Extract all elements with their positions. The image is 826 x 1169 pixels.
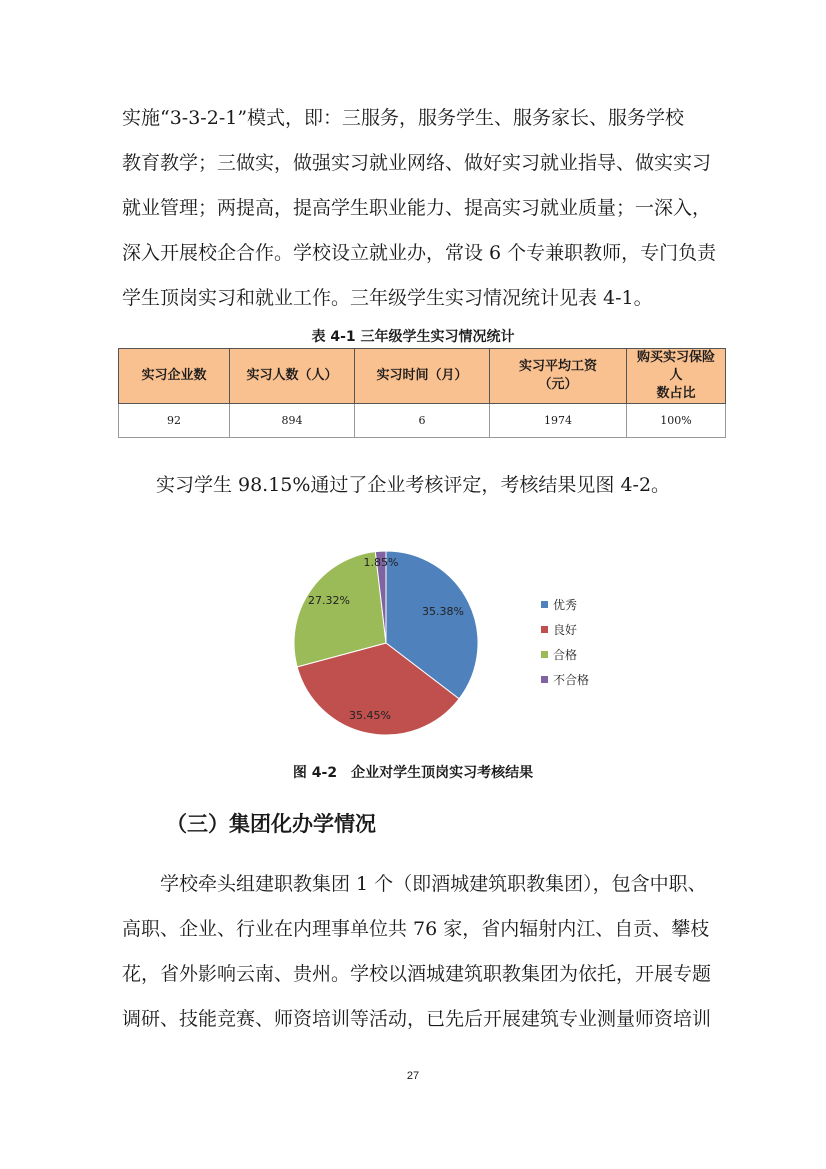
header-line: 购买实习保险人 数占比	[636, 350, 715, 401]
paragraph-assessment: 实习学生 98.15%通过了企业考核评定，考核结果见图 4-2。	[155, 474, 671, 496]
text-line: 深入开展校企合作。学校设立就业办，常设 6 个专兼职教师，专门负责	[122, 242, 717, 264]
page-number: 27	[406, 1070, 420, 1082]
header-line: 实习平均工资 （元）	[518, 359, 597, 392]
text-line: 学生顶岗实习和就业工作。三年级学生实习情况统计见表 4-1。	[122, 287, 653, 309]
data-label: 35.45%	[349, 709, 391, 722]
legend-swatch	[541, 601, 548, 608]
text-line: 实施“3-3-2-1”模式，即：三服务，服务学生、服务家长、服务学校	[122, 107, 685, 129]
table-cell: 92	[119, 404, 230, 438]
text-line: 花，省外影响云南、贵州。学校以酒城建筑职教集团为依托，开展专题	[122, 963, 712, 985]
table-cell: 100%	[627, 404, 726, 438]
legend-label: 不合格	[553, 673, 590, 687]
paragraph-group-schooling	[122, 862, 722, 1042]
text-line: 就业管理；两提高，提高学生职业能力、提高实习就业质量；一深入，	[122, 197, 712, 219]
section-heading: （三）集团化办学情况	[166, 812, 376, 836]
legend-label: 良好	[553, 623, 578, 637]
table-caption: 表 4-1 三年级学生实习情况统计	[311, 329, 515, 345]
header-cell: 实习人数（人）	[230, 349, 355, 404]
data-label: 1.85%	[363, 556, 399, 569]
text-line: 调研、技能竞赛、师资培训等活动，已先后开展建筑专业测量师资培训	[122, 1008, 712, 1030]
figure-caption: 图 4-2 企业对学生顶岗实习考核结果	[292, 765, 534, 781]
legend-swatch	[541, 626, 548, 633]
text-line: 学校牵头组建职教集团 1 个（即酒城建筑职教集团），包含中职、	[160, 873, 707, 895]
legend-label: 合格	[553, 648, 578, 662]
text-line: 教育教学；三做实，做强实习就业网络、做好实习就业指导、做实实习	[122, 152, 712, 174]
header-cell: 实习时间（月）	[355, 349, 490, 404]
table-cell: 894	[230, 404, 355, 438]
legend-swatch	[541, 676, 548, 683]
text-line: 高职、企业、行业在内理事单位共 76 家，省内辐射内江、自贡、攀枝	[122, 918, 710, 940]
table-cell: 6	[355, 404, 490, 438]
table-cell: 1974	[490, 404, 627, 438]
data-label: 35.38%	[422, 605, 464, 618]
data-label: 27.32%	[308, 594, 350, 607]
header-cell: 实习企业数	[119, 349, 230, 404]
legend-swatch	[541, 651, 548, 658]
legend-label: 优秀	[553, 598, 578, 612]
